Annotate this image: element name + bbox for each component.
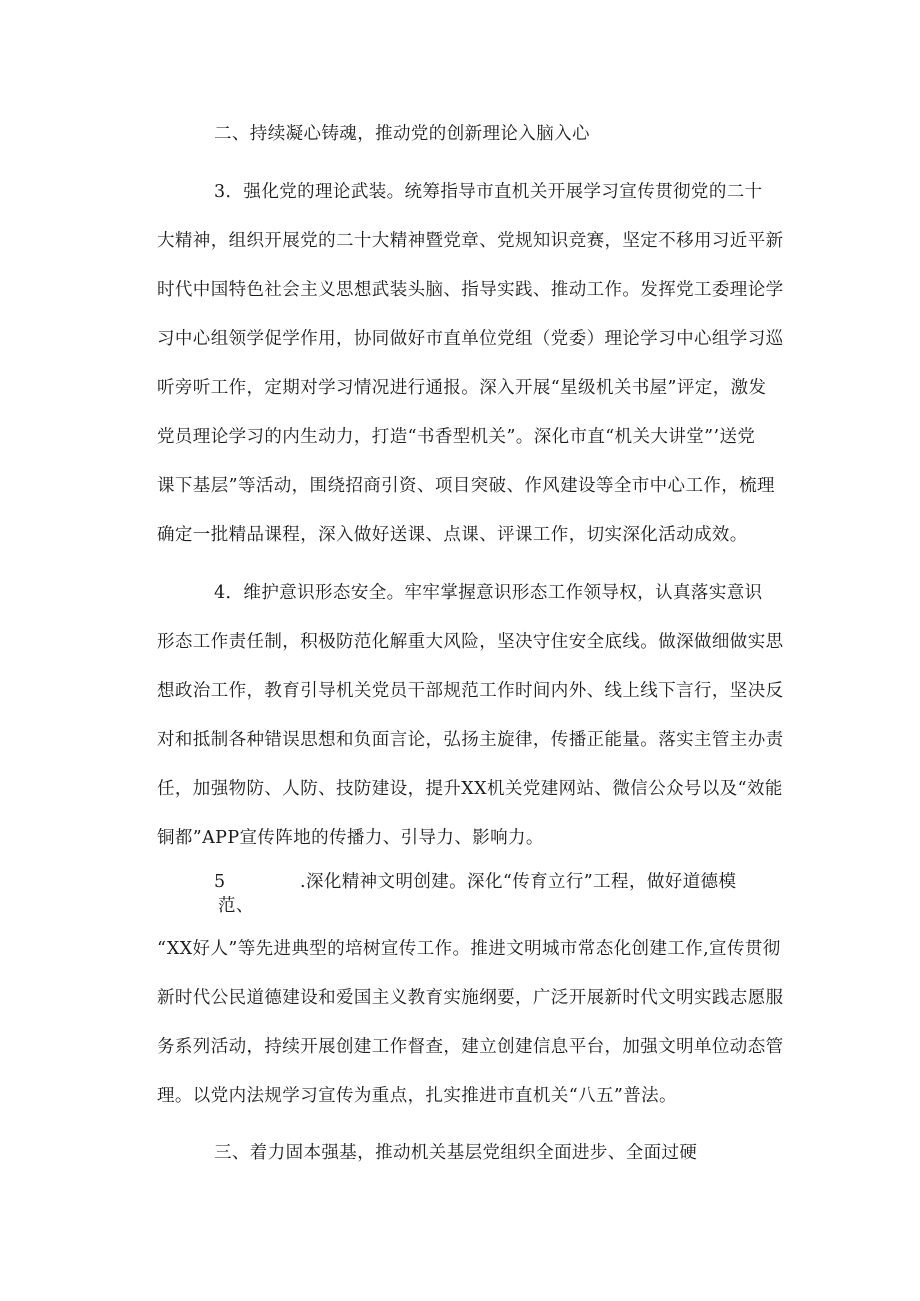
paragraph-fragment: 范、 <box>218 896 254 916</box>
paragraph-line: 时代中国特色社会主义思想武装头脑、指导实践、推动工作。发挥党工委理论学 <box>157 280 784 300</box>
section-heading-3: 三、着力固本强基，推动机关基层党组织全面进步、全面过硬 <box>214 1143 698 1163</box>
paragraph-line: 习中心组领学促学作用，协同做好市直单位党组（党委）理论学习中心组学习巡 <box>157 329 784 349</box>
paragraph-line: 形态工作责任制，积极防范化解重大风险，坚决守住安全底线。做深做细做实思 <box>157 632 784 652</box>
paragraph-line: 理。以党内法规学习宣传为重点，扎实推进市直机关“八五”普法。 <box>157 1086 677 1106</box>
paragraph-line: 对和抵制各种错误思想和负面言论，弘扬主旋律，传播正能量。落实主管主办责 <box>157 730 784 750</box>
paragraph-line: 课下基层”等活动，围绕招商引资、项目突破、作风建设等全市中心工作，梳理 <box>157 476 775 496</box>
paragraph-line: .深化精神文明创建。深化“传育立行”工程，做好道德模 <box>300 872 737 892</box>
paragraph-line: 大精神，组织开展党的二十大精神暨党章、党规知识竞赛，坚定不移用习近平新 <box>157 231 784 251</box>
item-number: 5 <box>214 872 226 892</box>
paragraph-line: 任，加强物防、人防、技防建设，提升XX机关党建网站、微信公众号以及“效能 <box>157 779 783 799</box>
paragraph-line: 新时代公民道德建设和爱国主义教育实施纲要，广泛开展新时代文明实践志愿服 <box>157 988 784 1008</box>
paragraph-line: 听旁听工作，定期对学习情况进行通报。深入开展“星级机关书屋”评定，激发 <box>157 378 767 398</box>
paragraph-line: 铜都”APP宣传阵地的传播力、引导力、影响力。 <box>157 828 544 848</box>
section-heading-2: 二、持续凝心铸魂，推动党的创新理论入脑入心 <box>214 124 590 144</box>
paragraph-line: 4．维护意识形态安全。牢牢掌握意识形态工作领导权，认真落实意识 <box>214 583 763 603</box>
paragraph-line: 务系列活动，持续开展创建工作督查，建立创建信息平台，加强文明单位动态管 <box>157 1037 784 1057</box>
paragraph-line: 3．强化党的理论武装。统筹指导市直机关开展学习宣传贯彻党的二十 <box>214 182 763 202</box>
paragraph-line: 想政治工作，教育引导机关党员干部规范工作时间内外、线上线下言行，坚决反 <box>157 681 784 701</box>
paragraph-line: 确定一批精品课程，深入做好送课、点课、评课工作，切实深化活动成效。 <box>157 525 748 545</box>
paragraph-line: “XX好人”等先进典型的培树宣传工作。推进文明城市常态化创建工作,宣传贯彻 <box>157 939 781 959</box>
paragraph-line: 党员理论学习的内生动力，打造“书香型机关”。深化市直“机关大讲堂”’送党 <box>157 427 756 447</box>
